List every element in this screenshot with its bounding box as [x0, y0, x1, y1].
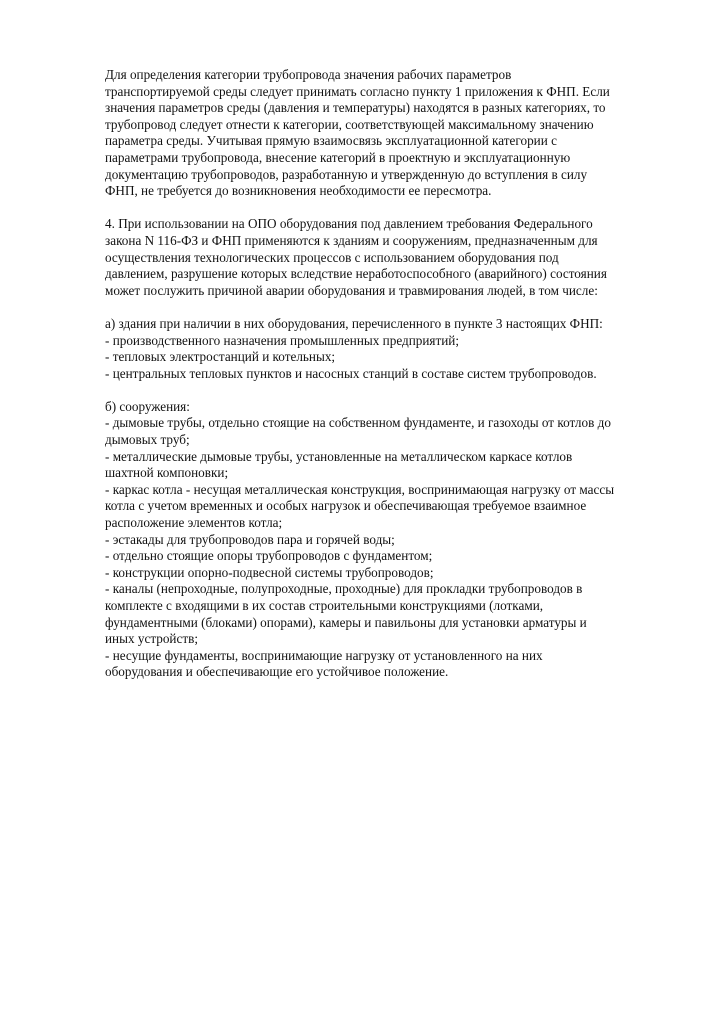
list-item: - конструкции опорно-подвесной системы трубопроводов;: [105, 564, 434, 580]
list-item: - отдельно стоящие опоры трубопроводов с фундаментом;: [105, 548, 433, 564]
text-line: 4. При использовании на ОПО оборудования под давлением требования Федерального: [105, 216, 593, 232]
paragraph-gap: [105, 382, 673, 399]
paragraph-gap: [105, 299, 673, 316]
text-line: значения параметров среды (давления и температуры) находятся в разных категориях, то: [105, 100, 606, 116]
list-item: иных устройств;: [105, 631, 198, 647]
text-line: параметрами трубопровода, внесение категорий в проектную и эксплуатационную: [105, 149, 571, 165]
list-item: - центральных тепловых пунктов и насосных станций в составе систем трубопроводов.: [105, 365, 597, 381]
text-line: а) здания при наличии в них оборудования, перечисленного в пункте 3 настоящих ФНП:: [105, 315, 603, 331]
list-item: фундаментными (блоками) опорами), камеры и павильоны для установки арматуры и: [105, 614, 587, 630]
list-item: - тепловых электростанций и котельных;: [105, 349, 336, 365]
paragraph-pipeline-category: [105, 67, 673, 200]
text-line: Для определения категории трубопровода значения рабочих параметров: [105, 67, 512, 82]
text-line: давлением, разрушение которых вследствие неработоспособного (аварийного) состояния: [105, 266, 607, 282]
text-line: параметра среды. Учитывая прямую взаимосвязь эксплуатационной категории с: [105, 133, 557, 149]
paragraph-buildings: [105, 316, 673, 382]
list-item: комплекте с входящими в их состав строительными конструкциями (лотками,: [105, 598, 544, 613]
text-line: осуществления технологических процессов с использованием оборудования под: [105, 249, 559, 265]
list-item: - металлические дымовые трубы, установленные на металлическом каркасе котлов: [105, 448, 573, 464]
list-item: - эстакады для трубопроводов пара и горячей воды;: [105, 531, 395, 547]
document-body: [105, 67, 673, 681]
list-item: - производственного назначения промышленных предприятий;: [105, 332, 460, 348]
text-line: ФНП, не требуется до возникновения необходимости ее пересмотра.: [105, 183, 492, 199]
paragraph-item-4: [105, 216, 673, 299]
text-line: трубопровод следует отнести к категории, соответствующей максимальному значению: [105, 116, 594, 132]
text-line: транспортируемой среды следует принимать согласно пункту 1 приложения к ФНП. Если: [105, 83, 610, 99]
text-line: б) сооружения:: [105, 398, 190, 414]
list-item: дымовых труб;: [105, 432, 190, 448]
list-item: - каналы (непроходные, полупроходные, проходные) для прокладки трубопроводов в: [105, 581, 583, 597]
paragraph-gap: [105, 200, 673, 217]
paragraph-structures: [105, 399, 673, 681]
list-item: - каркас котла - несущая металлическая конструкция, воспринимающая нагрузку от массы: [105, 481, 615, 497]
list-item: котла с учетом временных и особых нагрузок и обеспечивающая требуемое взаимное: [105, 498, 587, 514]
list-item: - несущие фундаменты, воспринимающие нагрузку от установленного на них: [105, 647, 543, 663]
list-item: расположение элементов котла;: [105, 515, 283, 531]
text-line: закона N 116-ФЗ и ФНП применяются к зданиям и сооружениям, предназначенным для: [105, 232, 598, 248]
list-item: оборудования и обеспечивающие его устойчивое положение.: [105, 664, 449, 680]
text-line: может послужить причиной аварии оборудования и травмирования людей, в том числе:: [105, 282, 598, 298]
list-item: шахтной компоновки;: [105, 465, 229, 481]
text-line: документацию трубопроводов, разработанную и утвержденную до вступления в силу: [105, 166, 588, 182]
list-item: - дымовые трубы, отдельно стоящие на собственном фундаменте, и газоходы от котлов до: [105, 415, 611, 431]
